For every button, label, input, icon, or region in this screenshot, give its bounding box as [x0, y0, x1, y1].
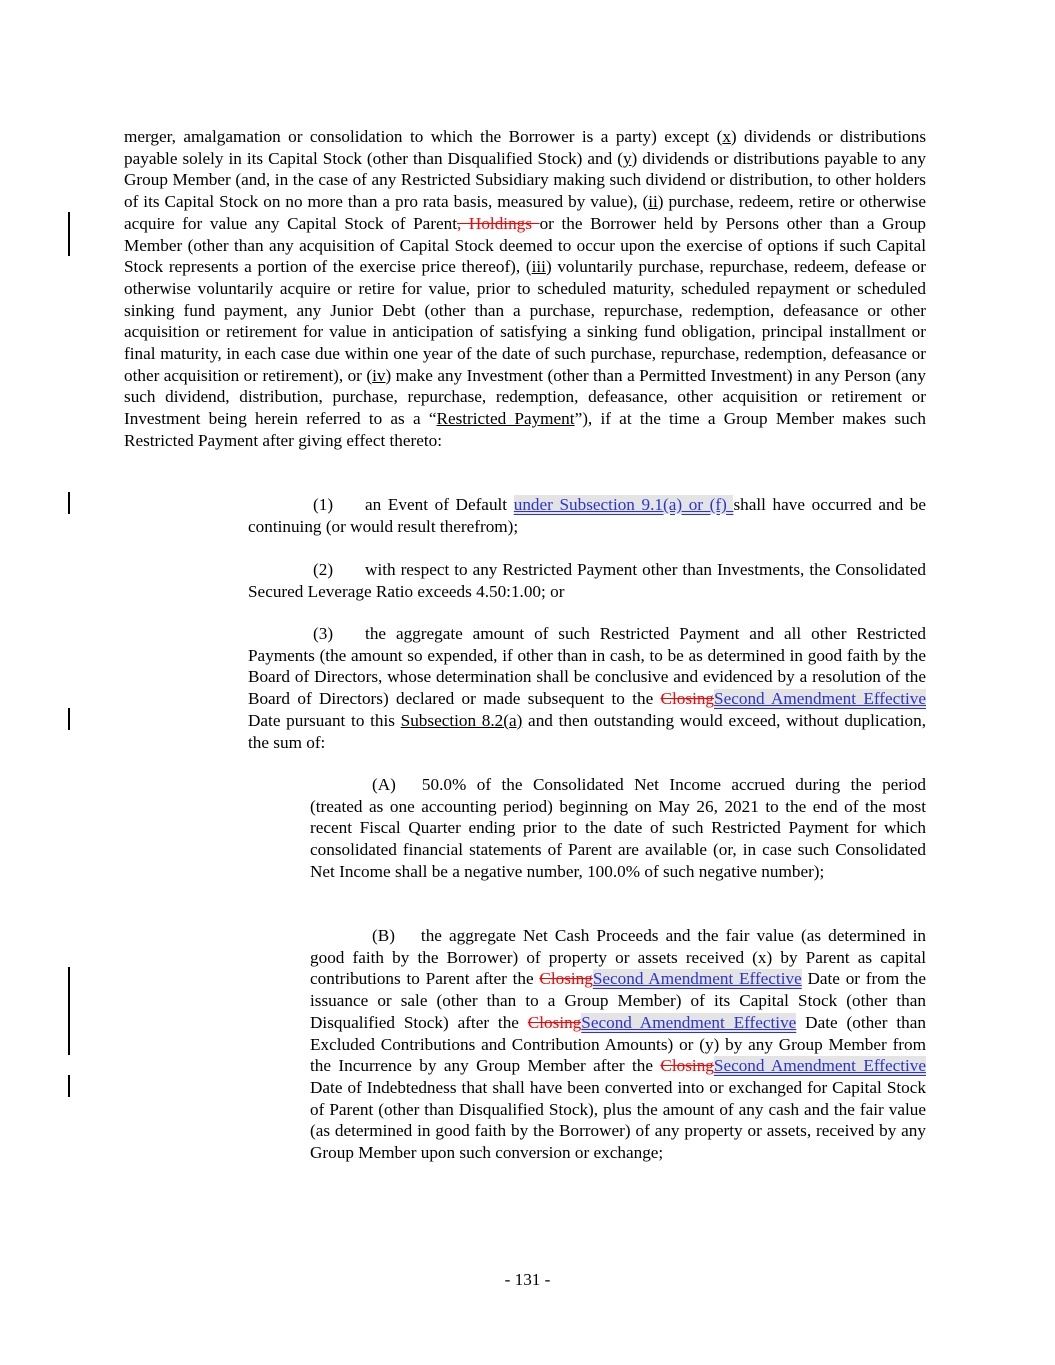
clause-1: (1) an Event of Default under Subsection 9.1(a) or (f) shall have occurred and be continuing (or would result therefrom); — [248, 495, 927, 536]
change-bar — [68, 1075, 70, 1097]
change-bar — [68, 212, 70, 256]
cross-reference: Subsection 8.2(a) — [400, 710, 523, 730]
deleted-text: Closing — [660, 1056, 714, 1076]
deleted-text: Closing — [527, 1012, 582, 1032]
change-bar — [68, 492, 70, 514]
clause-A: (A) 50.0% of the Consolidated Net Income accrued during the period (treated as one accounting period) beginning on May 26, 2021 to the end of the most recent Fiscal Quarter ending prior to the date of such Restricted Payment for which consolidated financial statements of Parent are available (or, in case such Consolidated Net Income shall be a negative number, 100.0% of such negative number); — [310, 775, 926, 881]
inserted-text: Second Amendment Effective — [592, 969, 802, 989]
change-bar — [68, 1011, 70, 1055]
inserted-text: Second Amendment Effective — [714, 689, 926, 709]
inserted-text: Second Amendment Effective — [713, 1056, 926, 1076]
clause-3: (3) the aggregate amount of such Restricted Payment and all other Restricted Payments (the amount so expended, if other than in cash, to be as determined in good faith by the Board of Directors, whose determination shall be conclusive and evidenced by a resolution of the Board of Directors) declared or made subsequent to the ClosingSecond Amendment Effective Date pursuant to this Subsection 8.2(a) and then outstanding would exceed, without duplication, the sum of: — [248, 624, 926, 752]
inserted-text: Second Amendment Effective — [581, 1012, 797, 1032]
deleted-text: Closing — [660, 689, 715, 709]
clause-2: (2) with respect to any Restricted Payment other than Investments, the Consolidated Secured Leverage Ratio exceeds 4.50:1.00; or — [248, 560, 926, 601]
inserted-text: under Subsection 9.1(a) or (f) — [513, 495, 734, 514]
clause-B: (B) the aggregate Net Cash Proceeds and the fair value (as determined in good faith by the Borrower) of property or assets received (x) by Parent as capital contributions to Parent after the ClosingSecond Amendment Effective Date or from the issuance or sale (other than to a Group Member) of its Capital Stock (other than Disqualified Stock) after the ClosingSecond Amendment Effective Date (other than Excluded Contributions and Contribution Amounts) or (y) by any Group Member from the Incurrence by any Group Member after the ClosingSecond Amendment Effective Date of Indebtedness that shall have been converted into or exchanged for Capital Stock of Parent (other than Disqualified Stock), plus the amount of any cash and the fair value (as determined in good faith by the Borrower) of any property or assets, received by any Group Member upon such conversion or exchange; — [310, 926, 926, 1163]
restricted-payment-paragraph: merger, amalgamation or consolidation to which the Borrower is a party) except (x) dividends or distributions payable solely in its Capital Stock (other than Disqualified Stock) and (y) dividends or distributions payable to any Group Member (and, in the case of any Restricted Subsidiary making such dividend or distribution, to other holders of its Capital Stock on no more than a pro rata basis, measured by value), (ii) purchase, redeem, retire or otherwise acquire for value any Capital Stock of Parent, Holdings or the Borrower held by Persons other than a Group Member (other than any acquisition of Capital Stock deemed to occur upon the exercise of options if such Capital Stock represents a portion of the exercise price thereof), (iii) voluntarily purchase, repurchase, redeem, defease or otherwise voluntarily acquire or retire for value, prior to scheduled maturity, scheduled repayment or scheduled sinking fund payment, any Junior Debt (other than a purchase, repurchase, redemption, defeasance or other acquisition or retirement for value in anticipation of satisfying a sinking fund obligation, principal installment or final maturity, in each case due within one year of the date of such purchase, repurchase, redemption, defeasance or other acquisition or retirement), or (iv) make any Investment (other than a Permitted Investment) in any Person (any such dividend, distribution, purchase, repurchase, redemption, defeasance, other acquisition or retirement or Investment being herein referred to as a “Restricted Payment”), if at the time a Group Member makes such Restricted Payment after giving effect thereto: — [124, 127, 927, 450]
deleted-text: , Holdings — [457, 213, 540, 233]
page-number: - 131 - — [504, 1270, 551, 1289]
change-bar — [68, 708, 70, 730]
defined-term: Restricted Payment — [436, 409, 575, 429]
change-bar — [68, 967, 70, 1011]
deleted-text: Closing — [539, 969, 593, 989]
